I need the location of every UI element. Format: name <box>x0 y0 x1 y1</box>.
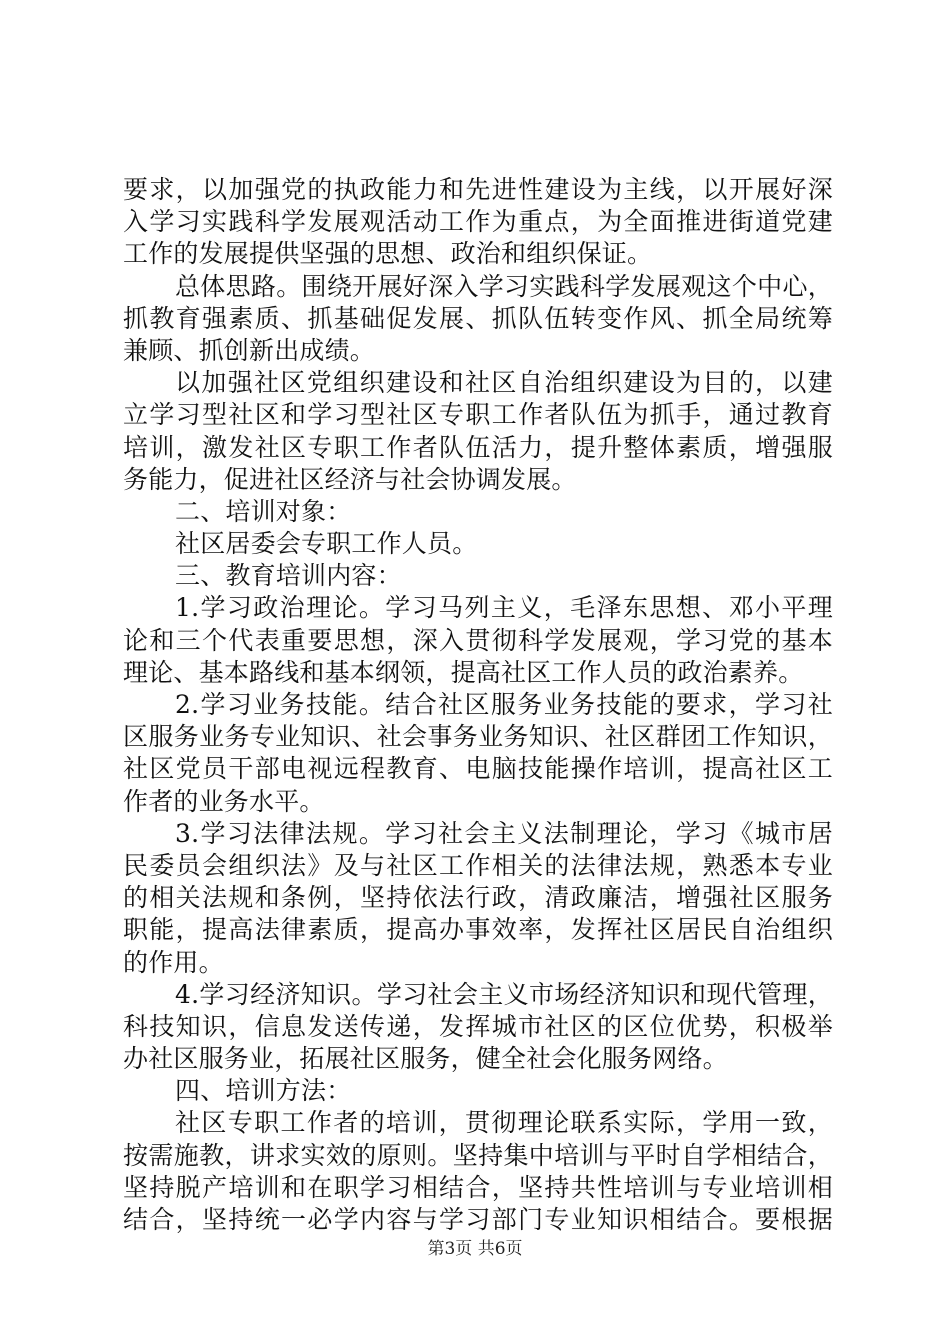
text-line: 民委员会组织法》及与社区工作相关的法律法规，熟悉本专业 <box>123 850 833 880</box>
text-line: 区服务业务专业知识、社会事务业务知识、社区群团工作知识， <box>123 722 833 752</box>
text-line: 社区党员干部电视远程教育、电脑技能操作培训，提高社区工 <box>123 754 833 784</box>
document-body <box>123 174 833 1236</box>
text-line: 论和三个代表重要思想，深入贯彻科学发展观，学习党的基本 <box>123 625 833 655</box>
text-line: 4.学习经济知识。学习社会主义市场经济知识和现代管理， <box>175 979 833 1009</box>
text-line: 1.学习政治理论。学习马列主义，毛泽东思想、邓小平理 <box>175 593 833 623</box>
page-footer: 第3页 共6页 <box>427 1239 523 1259</box>
text-line: 培训，激发社区专职工作者队伍活力，提升整体素质，增强服 <box>123 432 833 462</box>
text-line: 结合，坚持统一必学内容与学习部门专业知识相结合。要根据 <box>123 1205 833 1234</box>
text-line: 三、教育培训内容： <box>175 561 402 591</box>
text-line: 立学习型社区和学习型社区专职工作者队伍为抓手，通过教育 <box>123 400 833 430</box>
text-line: 按需施教，讲求实效的原则。坚持集中培训与平时自学相结合， <box>123 1140 833 1170</box>
text-line: 办社区服务业，拓展社区服务，健全社会化服务网络。 <box>123 1044 728 1074</box>
text-line: 社区居委会专职工作人员。 <box>175 529 478 559</box>
text-line: 科技知识，信息发送传递，发挥城市社区的区位优势，积极举 <box>123 1011 833 1041</box>
text-line: 二、培训对象： <box>175 496 352 526</box>
text-line: 四、培训方法： <box>175 1076 352 1106</box>
text-line: 总体思路。围绕开展好深入学习实践科学发展观这个中心， <box>175 271 833 301</box>
text-line: 理论、基本路线和基本纲领，提高社区工作人员的政治素养。 <box>123 657 804 687</box>
text-line: 的相关法规和条例，坚持依法行政，清政廉洁，增强社区服务 <box>123 883 833 913</box>
text-line: 要求，以加强党的执政能力和先进性建设为主线，以开展好深 <box>123 175 833 204</box>
text-line: 抓教育强素质、抓基础促发展、抓队伍转变作风、抓全局统筹 <box>123 303 833 333</box>
text-line: 3.学习法律法规。学习社会主义法制理论，学习《城市居 <box>175 818 833 848</box>
text-line: 作者的业务水平。 <box>123 786 325 816</box>
text-line: 以加强社区党组织建设和社区自治组织建设为目的，以建 <box>175 368 833 398</box>
text-line: 社区专职工作者的培训，贯彻理论联系实际，学用一致， <box>175 1108 833 1138</box>
text-line: 工作的发展提供坚强的思想、政治和组织保证。 <box>123 239 653 269</box>
text-line: 入学习实践科学发展观活动工作为重点，为全面推进街道党建 <box>123 207 833 237</box>
text-line: 务能力，促进社区经济与社会协调发展。 <box>123 464 577 494</box>
text-line: 职能，提高法律素质，提高办事效率，发挥社区居民自治组织 <box>123 915 833 945</box>
text-line: 兼顾、抓创新出成绩。 <box>123 335 376 365</box>
text-line: 坚持脱产培训和在职学习相结合，坚持共性培训与专业培训相 <box>123 1172 833 1202</box>
text-line: 的作用。 <box>123 947 224 977</box>
text-line: 2.学习业务技能。结合社区服务业务技能的要求，学习社 <box>175 690 833 719</box>
